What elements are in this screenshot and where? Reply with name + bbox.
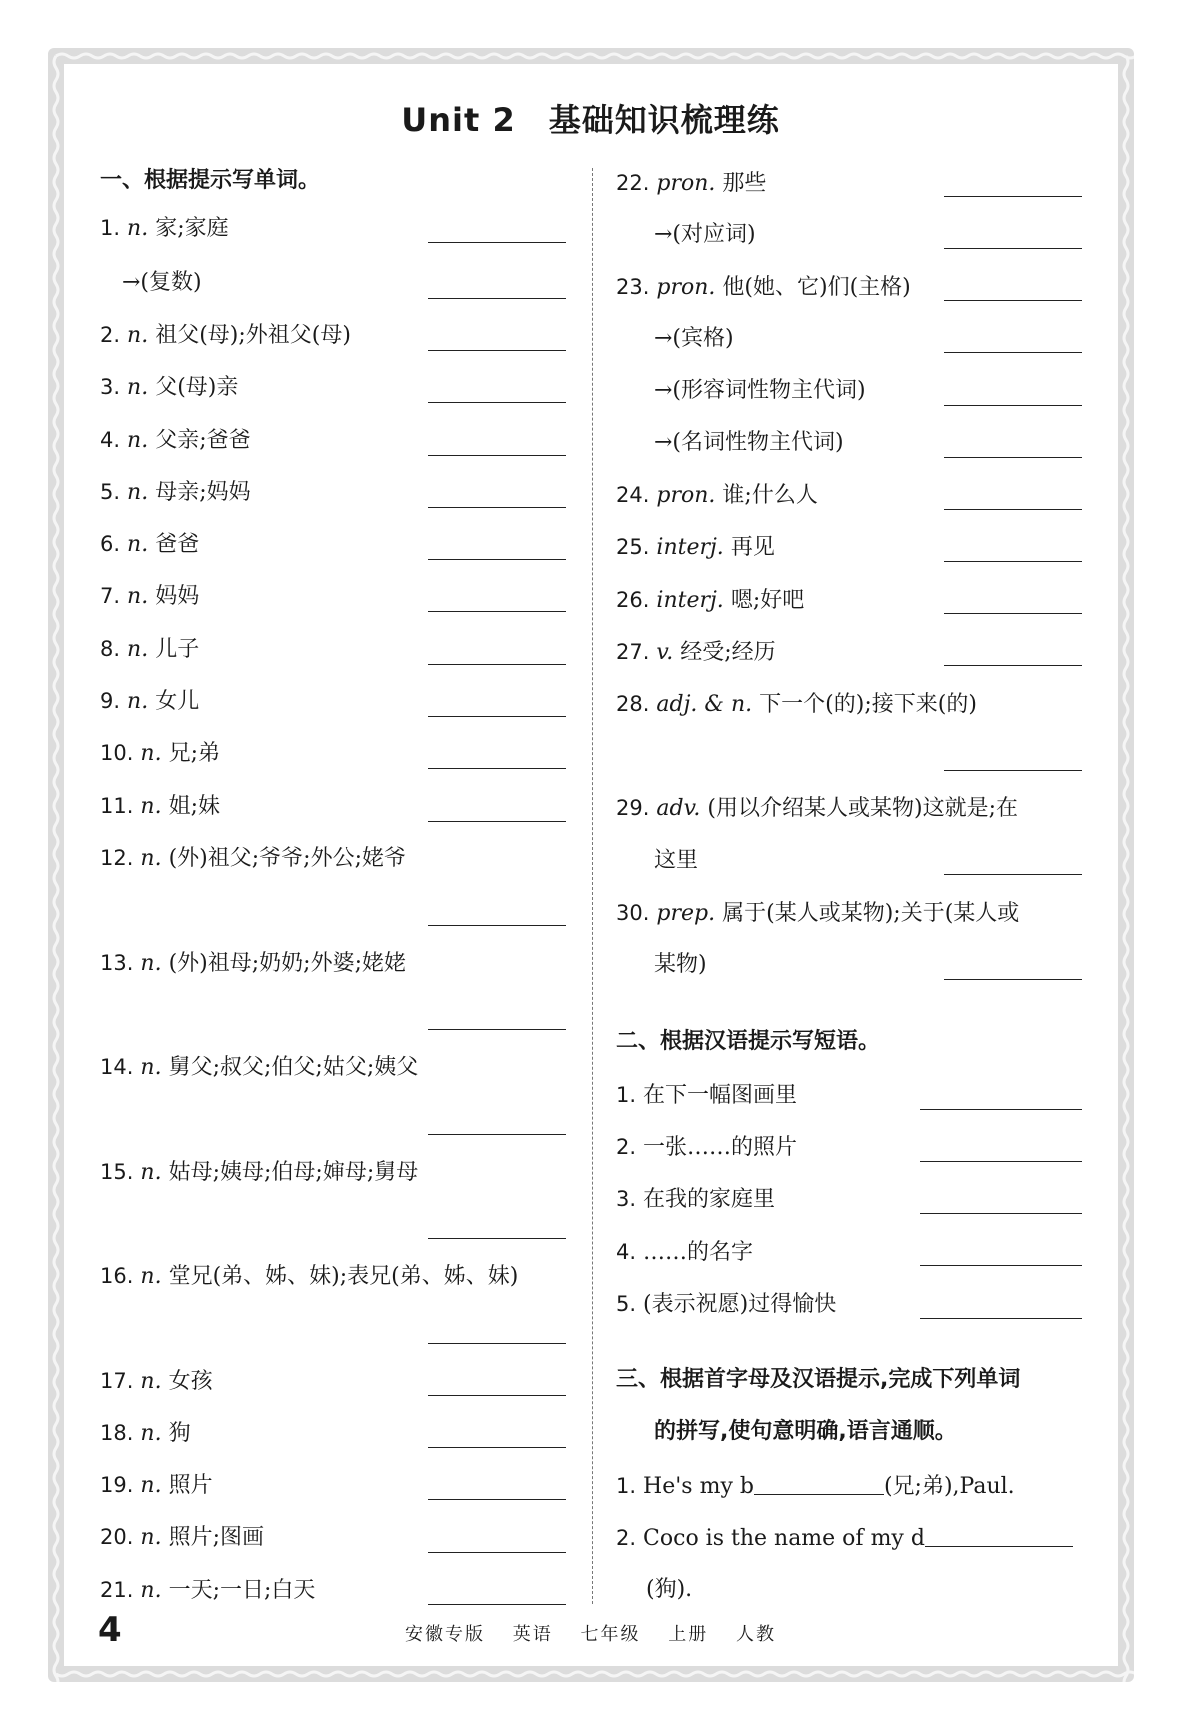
word-item (100, 631, 199, 667)
item-number: 20. (100, 1525, 134, 1549)
answer-blank[interactable] (944, 665, 1082, 666)
item-hint: 家;家庭 (155, 216, 229, 241)
answer-blank[interactable] (920, 1109, 1082, 1110)
item-hint: 女孩 (168, 1369, 213, 1394)
item-number: 13. (100, 951, 134, 975)
part-of-speech: n. (140, 1055, 162, 1080)
word-item (616, 529, 775, 565)
word-item (616, 790, 1018, 826)
answer-blank[interactable] (428, 350, 566, 351)
item-number: 12. (100, 846, 134, 870)
item-hint: 嗯;好吧 (730, 588, 805, 613)
sentence-start: He's my b (643, 1474, 754, 1499)
answer-blank[interactable] (428, 1499, 566, 1500)
part-of-speech: prep. (656, 901, 716, 926)
footer-volume: 上册 (668, 1624, 709, 1645)
item-hint: 舅父;叔父;伯父;姑父;姨父 (168, 1055, 419, 1080)
item-number: 24. (616, 483, 650, 507)
footer-region: 安徽专版 (405, 1624, 486, 1645)
item-number: 26. (616, 588, 650, 612)
item-number: 10. (100, 741, 134, 765)
phrase-item (616, 1077, 797, 1113)
item-number: 1. (616, 1083, 637, 1107)
part-of-speech: n. (140, 1525, 162, 1550)
item-hint: (外)祖父;爷爷;外公;姥爷 (168, 846, 406, 871)
answer-blank[interactable] (428, 1395, 566, 1396)
item-hint: 姑母;姨母;伯母;婶母;舅母 (168, 1160, 419, 1185)
part-of-speech: v. (656, 640, 674, 665)
page-title: Unit 2 基础知识梳理练 (401, 101, 780, 139)
item-number: 7. (100, 584, 121, 608)
item-hint: 妈妈 (155, 584, 200, 609)
item-hint: 祖父(母);外祖父(母) (155, 323, 351, 348)
word-item (616, 895, 1019, 931)
item-hint: 谁;什么人 (722, 483, 818, 508)
item-number: 8. (100, 637, 121, 661)
item-hint: 狗 (168, 1421, 191, 1446)
answer-blank[interactable] (428, 1029, 566, 1030)
answer-blank[interactable] (944, 300, 1082, 301)
part-of-speech: n. (140, 1160, 162, 1185)
part-of-speech: n. (127, 323, 149, 348)
item-hint: 堂兄(弟、姊、妹);表兄(弟、姊、妹) (168, 1264, 519, 1289)
word-item (100, 1363, 213, 1399)
item-number: 23. (616, 275, 650, 299)
footer-subject: 英语 (512, 1624, 553, 1645)
item-number: 6. (100, 532, 121, 556)
word-item (100, 945, 406, 981)
answer-blank[interactable] (925, 1522, 1073, 1547)
item-hint: 父(母)亲 (155, 375, 239, 400)
item-number: 18. (100, 1421, 134, 1445)
item-hint: 下一个(的);接下来(的) (759, 692, 977, 717)
answer-blank[interactable] (428, 559, 566, 560)
item-number: 30. (616, 901, 650, 925)
spelling-item (616, 1468, 1015, 1504)
part-of-speech: n. (140, 1264, 162, 1289)
part-of-speech: n. (140, 1578, 162, 1603)
item-hint: ……的名字 (643, 1240, 754, 1265)
part-of-speech: pron. (656, 171, 716, 196)
answer-blank[interactable] (428, 925, 566, 926)
footer-grade: 七年级 (580, 1624, 641, 1645)
item-hint: 母亲;妈妈 (155, 480, 251, 505)
answer-blank[interactable] (428, 821, 566, 822)
part-of-speech: n. (127, 532, 149, 557)
part-of-speech: interj. (656, 535, 724, 560)
word-item (100, 369, 238, 405)
word-item (616, 269, 911, 305)
sentence-end: (兄;弟),Paul. (883, 1474, 1015, 1499)
item-hint: 经受;经历 (680, 640, 776, 665)
part-of-speech: interj. (656, 588, 724, 613)
spelling-item (616, 1520, 1073, 1556)
part-of-speech: pron. (656, 275, 716, 300)
item-number: 2. (616, 1135, 637, 1159)
item-hint: 一张……的照片 (643, 1135, 798, 1160)
word-item (654, 373, 866, 409)
column-divider (592, 168, 593, 1604)
word-item (100, 422, 251, 458)
section2-heading: 二、根据汉语提示写短语。 (616, 1029, 881, 1054)
item-hint: →(对应词) (654, 222, 756, 247)
item-number: 4. (616, 1240, 637, 1264)
item-number: 27. (616, 640, 650, 664)
part-of-speech: pron. (656, 483, 716, 508)
footer (0, 1620, 1181, 1646)
part-of-speech: n. (140, 951, 162, 976)
part-of-speech: n. (127, 689, 149, 714)
word-item (616, 477, 818, 513)
word-item (100, 1154, 418, 1190)
item-number: 3. (616, 1187, 637, 1211)
answer-blank[interactable] (428, 242, 566, 243)
item-number: 22. (616, 171, 650, 195)
item-number: 9. (100, 689, 121, 713)
answer-blank[interactable] (920, 1318, 1082, 1319)
answer-blank[interactable] (944, 405, 1082, 406)
item-number: 1. (100, 216, 121, 240)
part-of-speech: n. (140, 1421, 162, 1446)
part-of-speech: n. (140, 741, 162, 766)
part-of-speech: adj. & n. (656, 692, 753, 717)
word-item (100, 578, 199, 614)
answer-blank[interactable] (428, 664, 566, 665)
part-of-speech: adv. (656, 796, 701, 821)
item-number: 15. (100, 1160, 134, 1184)
item-hint: 父亲;爸爸 (155, 428, 251, 453)
item-number: 2. (616, 1526, 637, 1550)
item-hint-continued: 这里 (654, 848, 699, 873)
answer-blank[interactable] (428, 716, 566, 717)
part-of-speech: n. (127, 584, 149, 609)
phrase-item (616, 1181, 775, 1217)
answer-blank[interactable] (944, 248, 1082, 249)
item-number: 3. (100, 375, 121, 399)
answer-blank[interactable] (944, 509, 1082, 510)
item-hint: 儿子 (155, 637, 200, 662)
item-number: 11. (100, 794, 134, 818)
word-item (100, 526, 199, 562)
answer-blank[interactable] (944, 352, 1082, 353)
item-hint: 在我的家庭里 (643, 1187, 776, 1212)
part-of-speech: n. (127, 480, 149, 505)
answer-blank[interactable] (428, 611, 566, 612)
answer-blank[interactable] (428, 1134, 566, 1135)
item-number: 14. (100, 1055, 134, 1079)
item-number: 19. (100, 1473, 134, 1497)
part-of-speech: n. (127, 428, 149, 453)
item-number: 2. (100, 323, 121, 347)
item-number: 25. (616, 535, 650, 559)
word-item (122, 265, 202, 301)
item-hint: →(复数) (122, 270, 202, 295)
answer-blank[interactable] (428, 768, 566, 769)
item-hint: 再见 (730, 535, 775, 560)
answer-blank[interactable] (754, 1470, 884, 1495)
answer-blank[interactable] (428, 455, 566, 456)
item-hint: 一天;一日;白天 (168, 1578, 316, 1603)
item-number: 4. (100, 428, 121, 452)
phrase-item (616, 1234, 753, 1270)
part-of-speech: n. (127, 216, 149, 241)
item-hint: 爸爸 (155, 532, 200, 557)
item-hint: 照片 (168, 1473, 213, 1498)
item-hint: 属于(某人或某物);关于(某人或 (722, 901, 1020, 926)
answer-blank[interactable] (944, 613, 1082, 614)
word-item (100, 317, 351, 353)
item-number: 1. (616, 1474, 637, 1498)
word-item (654, 321, 734, 357)
item-hint: 他(她、它)们(主格) (722, 275, 911, 300)
section3-heading: 三、根据首字母及汉语提示,完成下列单词 (616, 1367, 1021, 1392)
part-of-speech: n. (140, 1369, 162, 1394)
word-item (100, 1049, 418, 1085)
item-number: 16. (100, 1264, 134, 1288)
answer-blank[interactable] (428, 1343, 566, 1344)
answer-blank[interactable] (920, 1265, 1082, 1266)
word-item (100, 1572, 315, 1608)
item-hint: 照片;图画 (168, 1525, 264, 1550)
answer-blank[interactable] (428, 402, 566, 403)
item-hint: →(名词性物主代词) (654, 430, 844, 455)
item-hint: 姐;妹 (168, 794, 220, 819)
word-item (616, 634, 776, 670)
phrase-item (616, 1129, 797, 1165)
sentence-end: (狗). (646, 1577, 693, 1602)
word-item (654, 425, 844, 461)
word-item (616, 165, 766, 201)
item-hint: 女儿 (155, 689, 200, 714)
answer-blank[interactable] (944, 979, 1082, 980)
word-item (100, 210, 229, 246)
answer-blank[interactable] (920, 1161, 1082, 1162)
footer-publisher: 人教 (735, 1624, 776, 1645)
answer-blank[interactable] (428, 298, 566, 299)
answer-blank[interactable] (944, 874, 1082, 875)
item-number: 5. (100, 480, 121, 504)
part-of-speech: n. (127, 637, 149, 662)
answer-blank[interactable] (428, 1552, 566, 1553)
part-of-speech: n. (140, 1473, 162, 1498)
part-of-speech: n. (127, 375, 149, 400)
answer-blank[interactable] (944, 457, 1082, 458)
word-item (100, 735, 220, 771)
section3-heading-cont: 的拼写,使句意明确,语言通顺。 (654, 1419, 957, 1444)
item-number: 5. (616, 1292, 637, 1316)
word-item (616, 582, 804, 618)
word-item (100, 474, 251, 510)
item-hint: 兄;弟 (168, 741, 220, 766)
word-item (654, 217, 756, 253)
item-hint: →(形容词性物主代词) (654, 378, 866, 403)
item-hint: 那些 (722, 171, 767, 196)
answer-blank[interactable] (920, 1213, 1082, 1214)
part-of-speech: n. (140, 846, 162, 871)
answer-blank[interactable] (428, 1447, 566, 1448)
item-hint: →(宾格) (654, 326, 734, 351)
section1-heading: 一、根据提示写单词。 (100, 168, 321, 193)
word-item (100, 1519, 264, 1555)
word-item (100, 683, 199, 719)
word-item (100, 1415, 191, 1451)
item-number: 29. (616, 796, 650, 820)
word-item (100, 1467, 213, 1503)
item-number: 28. (616, 692, 650, 716)
item-hint: 在下一幅图画里 (643, 1083, 798, 1108)
word-item (100, 840, 406, 876)
answer-blank[interactable] (944, 196, 1082, 197)
word-item (100, 1258, 518, 1294)
answer-blank[interactable] (428, 1238, 566, 1239)
answer-blank[interactable] (428, 1604, 566, 1605)
phrase-item (616, 1286, 836, 1322)
item-hint: (表示祝愿)过得愉快 (643, 1292, 837, 1317)
word-item (100, 788, 220, 824)
answer-blank[interactable] (428, 507, 566, 508)
item-hint-continued: 某物) (654, 952, 707, 977)
answer-blank[interactable] (944, 770, 1082, 771)
word-item (616, 686, 977, 722)
item-hint: (外)祖母;奶奶;外婆;姥姥 (168, 951, 406, 976)
part-of-speech: n. (140, 794, 162, 819)
sentence-start: Coco is the name of my d (643, 1526, 925, 1551)
answer-blank[interactable] (944, 561, 1082, 562)
item-number: 17. (100, 1369, 134, 1393)
item-number: 21. (100, 1578, 134, 1602)
item-hint: (用以介绍某人或某物)这就是;在 (707, 796, 1019, 821)
page-number: 4 (98, 1610, 122, 1650)
